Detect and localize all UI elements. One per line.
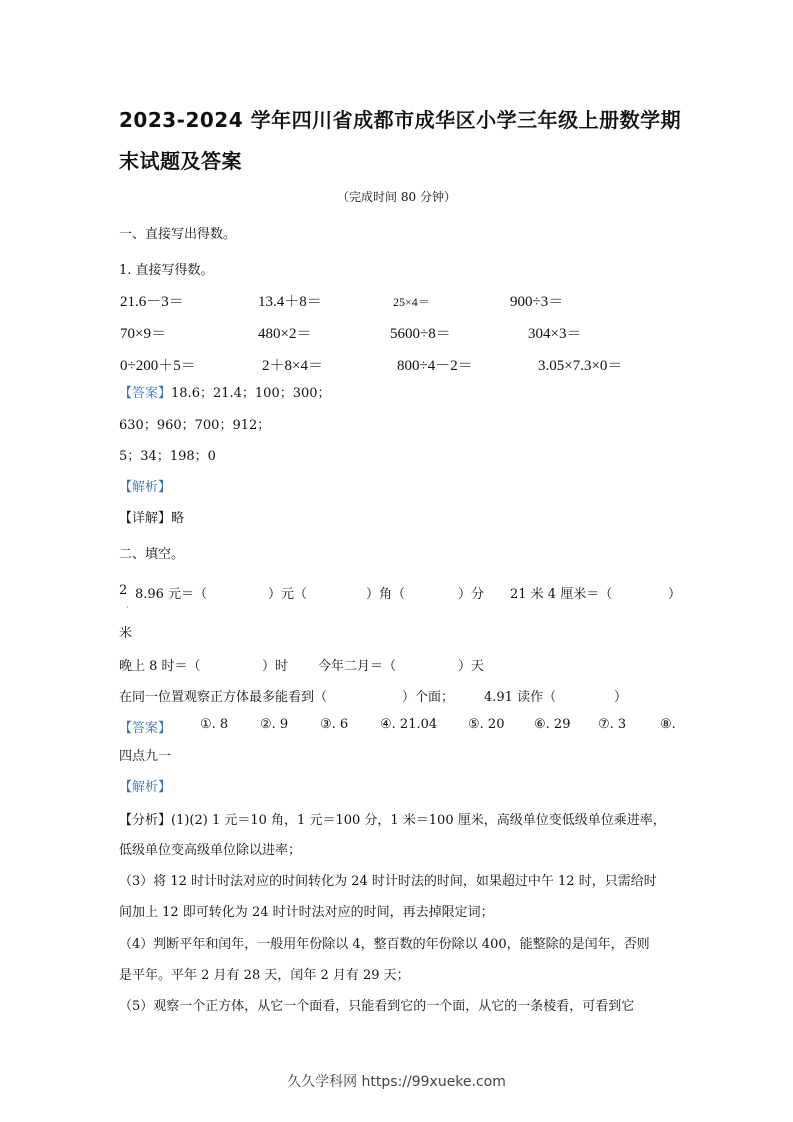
answer-item: ①. 8 (200, 717, 229, 732)
calc-item: 304×3＝ (528, 326, 582, 342)
answer-line: 5；34；198；0 (119, 449, 216, 464)
q2-text: 米 (119, 626, 133, 641)
answer-tag: 【答案】 (119, 721, 172, 736)
q2-text: ） (668, 587, 682, 602)
q2-text: 晚上 8 时＝（ (119, 659, 201, 674)
q2-text: 21 米 4 厘米＝（ (510, 587, 613, 602)
calc-item: 13.4＋8＝ (258, 294, 322, 310)
answer-item: ⑧. (660, 717, 676, 732)
q2-text: ）时 (262, 659, 289, 674)
answer-item: ⑦. 3 (598, 717, 627, 732)
q2-text: ）分 (458, 587, 485, 602)
detail-text: 【详解】略 (119, 511, 185, 526)
analysis-tag: 【解析】 (119, 780, 172, 795)
calc-item: 3.05×7.3×0＝ (538, 358, 623, 374)
answer-line: 630；960；700；912； (119, 418, 271, 433)
q2-text: ）元（ (268, 587, 308, 602)
calc-item: 25×4＝ (393, 295, 430, 309)
answer-item: ④. 21.04 (380, 717, 438, 732)
q2-text: ）个面； (402, 690, 455, 705)
section2-heading: 二、填空。 (119, 547, 185, 562)
q1-label: 1. 直接写得数。 (119, 263, 214, 278)
q2-text: 在同一位置观察正方体最多能看到（ (119, 690, 328, 705)
calc-item: 0÷200＋5＝ (120, 358, 196, 374)
analysis-tag: 【解析】 (119, 480, 172, 495)
answer-item: ⑥. 29 (534, 717, 571, 732)
analysis-line: （5）观察一个正方体，从它一个面看，只能看到它的一个面，从它的一条棱看，可看到它 (119, 999, 635, 1014)
answer-item: ③. 6 (320, 717, 349, 732)
doc-title-line1: 2023-2024 学年四川省成都市成华区小学三年级上册数学期 (119, 108, 682, 132)
answer-item: ⑤. 20 (468, 717, 505, 732)
answer-block-1 (119, 385, 331, 403)
calc-item: 70×9＝ (120, 326, 166, 342)
analysis-line: （3）将 12 时计时法对应的时间转化为 24 时计时法的时间，如果超过中午 12 时，只需给时 (119, 874, 657, 889)
calc-item: 800÷4－2＝ (397, 358, 473, 374)
time-limit: （完成时间 80 分钟） (337, 190, 456, 204)
q2-text: ）天 (458, 659, 485, 674)
analysis-line: （4）判断平年和闰年，一般用年份除以 4，整百数的年份除以 400，能整除的是闰年，否则 (119, 937, 650, 952)
dot-mark: · (126, 603, 129, 612)
calc-item: 480×2＝ (258, 326, 312, 342)
q2-text: ）角（ (366, 587, 406, 602)
answer-tag: 【答案】 (119, 386, 172, 401)
q2-text: 4.91 读作（ (484, 690, 557, 705)
footer-watermark: 久久学科网 https://99xueke.com (287, 1074, 506, 1090)
doc-title-line2: 末试题及答案 (119, 149, 242, 173)
calc-item: 900÷3＝ (510, 294, 564, 310)
answer-text: 18.6；21.4；100；300； (171, 386, 331, 401)
section1-heading: 一、直接写出得数。 (119, 227, 237, 242)
q2-text: 8.96 元＝（ (135, 587, 208, 602)
q2-number: 2 (119, 583, 128, 598)
calc-item: 2＋8×4＝ (262, 358, 323, 374)
answer-text: 四点九一 (119, 749, 172, 764)
analysis-line: 是平年。平年 2 月有 28 天，闰年 2 月有 29 天； (119, 968, 410, 983)
calc-item: 21.6－3＝ (120, 294, 184, 310)
analysis-line: 间加上 12 即可转化为 24 时计时法对应的时间，再去掉限定词； (119, 905, 494, 920)
answer-item: ②. 9 (260, 717, 289, 732)
analysis-line: 低级单位变高级单位除以进率； (119, 843, 302, 858)
analysis-line: 【分析】(1)(2) 1 元＝10 角，1 元＝100 分，1 米＝100 厘米，高级单位变低级单位乘进率， (119, 813, 666, 828)
calc-item: 5600÷8＝ (390, 326, 451, 342)
q2-text: ） (614, 690, 628, 705)
q2-text: 今年二月＝（ (318, 659, 397, 674)
